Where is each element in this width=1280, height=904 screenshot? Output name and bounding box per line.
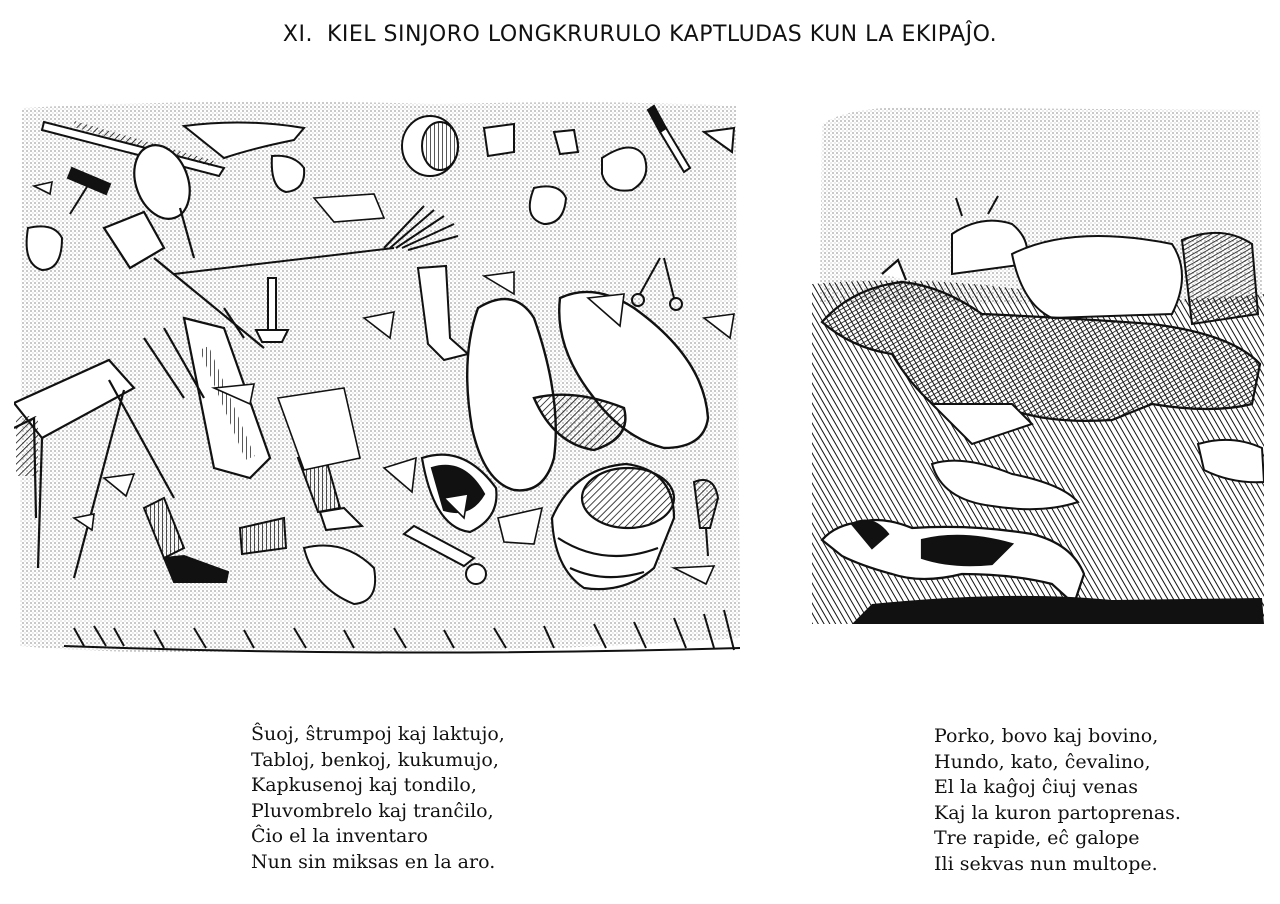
verse-line: Kapkusenoj kaj tondilo, — [251, 774, 477, 796]
verse-line: El la kaĝoj ĉiuj venas — [934, 776, 1138, 798]
verse-line: Hundo, kato, ĉevalino, — [934, 750, 1151, 773]
verse-line: Tre rapide, eĉ galope — [934, 827, 1140, 849]
verse-line: Tabloj, benkoj, kukumujo, — [251, 748, 499, 771]
left-verse — [251, 722, 505, 875]
right-verse — [934, 724, 1181, 877]
verse-line: Ŝuoj, ŝtrumpoj kaj laktujo, — [251, 723, 505, 745]
verse-line: Porko, bovo kaj bovino, — [934, 725, 1159, 747]
page-title — [0, 22, 1280, 47]
chapter-number: XI. — [282, 22, 313, 47]
right-illustration-running-animals — [812, 104, 1264, 640]
left-illustration-household-objects — [14, 98, 746, 664]
verse-line: Pluvombrelo kaj tranĉilo, — [251, 799, 494, 822]
pot — [402, 116, 458, 176]
verse-line: Nun sin miksas en la aro. — [251, 850, 496, 873]
table-shadow — [16, 416, 38, 476]
verse-line: Ĉio el la inventaro — [251, 825, 428, 847]
chapter-title: KIEL SINJORO LONGKRURULO KAPTLUDAS KUN LA EKIPAĴO. — [326, 22, 998, 47]
verse-line: Ili sekvas nun multope. — [934, 852, 1158, 875]
verse-line: Kaj la kuron partoprenas. — [934, 801, 1181, 824]
